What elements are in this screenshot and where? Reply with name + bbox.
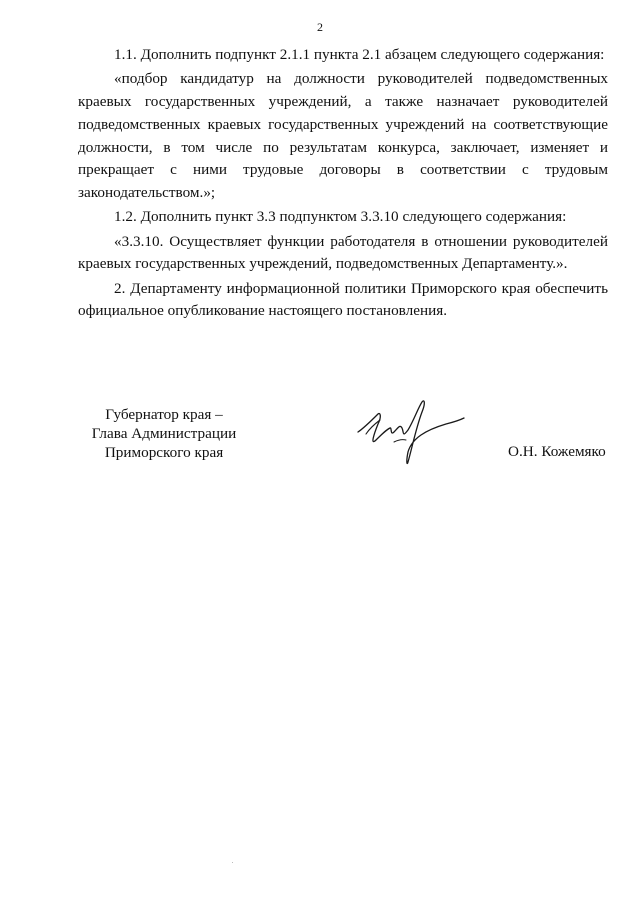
paragraph-1-1: 1.1. Дополнить подпункт 2.1.1 пункта 2.1 абзацем следующего содержания: [114, 46, 605, 63]
handwritten-signature [350, 390, 470, 470]
scan-dot [232, 862, 233, 863]
document-body [78, 44, 608, 325]
signatory-title [80, 405, 248, 462]
paragraph-1-2: 1.2. Дополнить пункт 3.3 подпунктом 3.3.10 следующего содержания: [114, 208, 567, 226]
paragraph-2: 2. Департаменту информационной политики Приморского края обеспечить официальное опубликование настоящего постановления. [78, 279, 608, 320]
page-number: 2 [317, 20, 323, 34]
signatory-name: О.Н. Кожемяко [508, 443, 606, 460]
signatory-title-line-1: Губернатор края – [105, 406, 223, 423]
paragraph-quote-2: «3.3.10. Осуществляет функции работодателя в отношении руководителей краевых государственных учреждений, подведомственных Департаменту.». [78, 232, 608, 273]
paragraph-quote-1: «подбор кандидатур на должности руководителей подведомственных краевых государственных учреждений, а также назначает руководителей подведомственных краевых государственных учреждений на соответствующие должности, в том числе по результатам конкурса, заключает, изменяет и прекращает с ними трудовые договоры в соответствии с трудовым законодательством.»; [78, 70, 608, 202]
signatory-title-line-3: Приморского края [104, 444, 224, 461]
signatory-title-line-2: Глава Администрации [91, 425, 237, 442]
